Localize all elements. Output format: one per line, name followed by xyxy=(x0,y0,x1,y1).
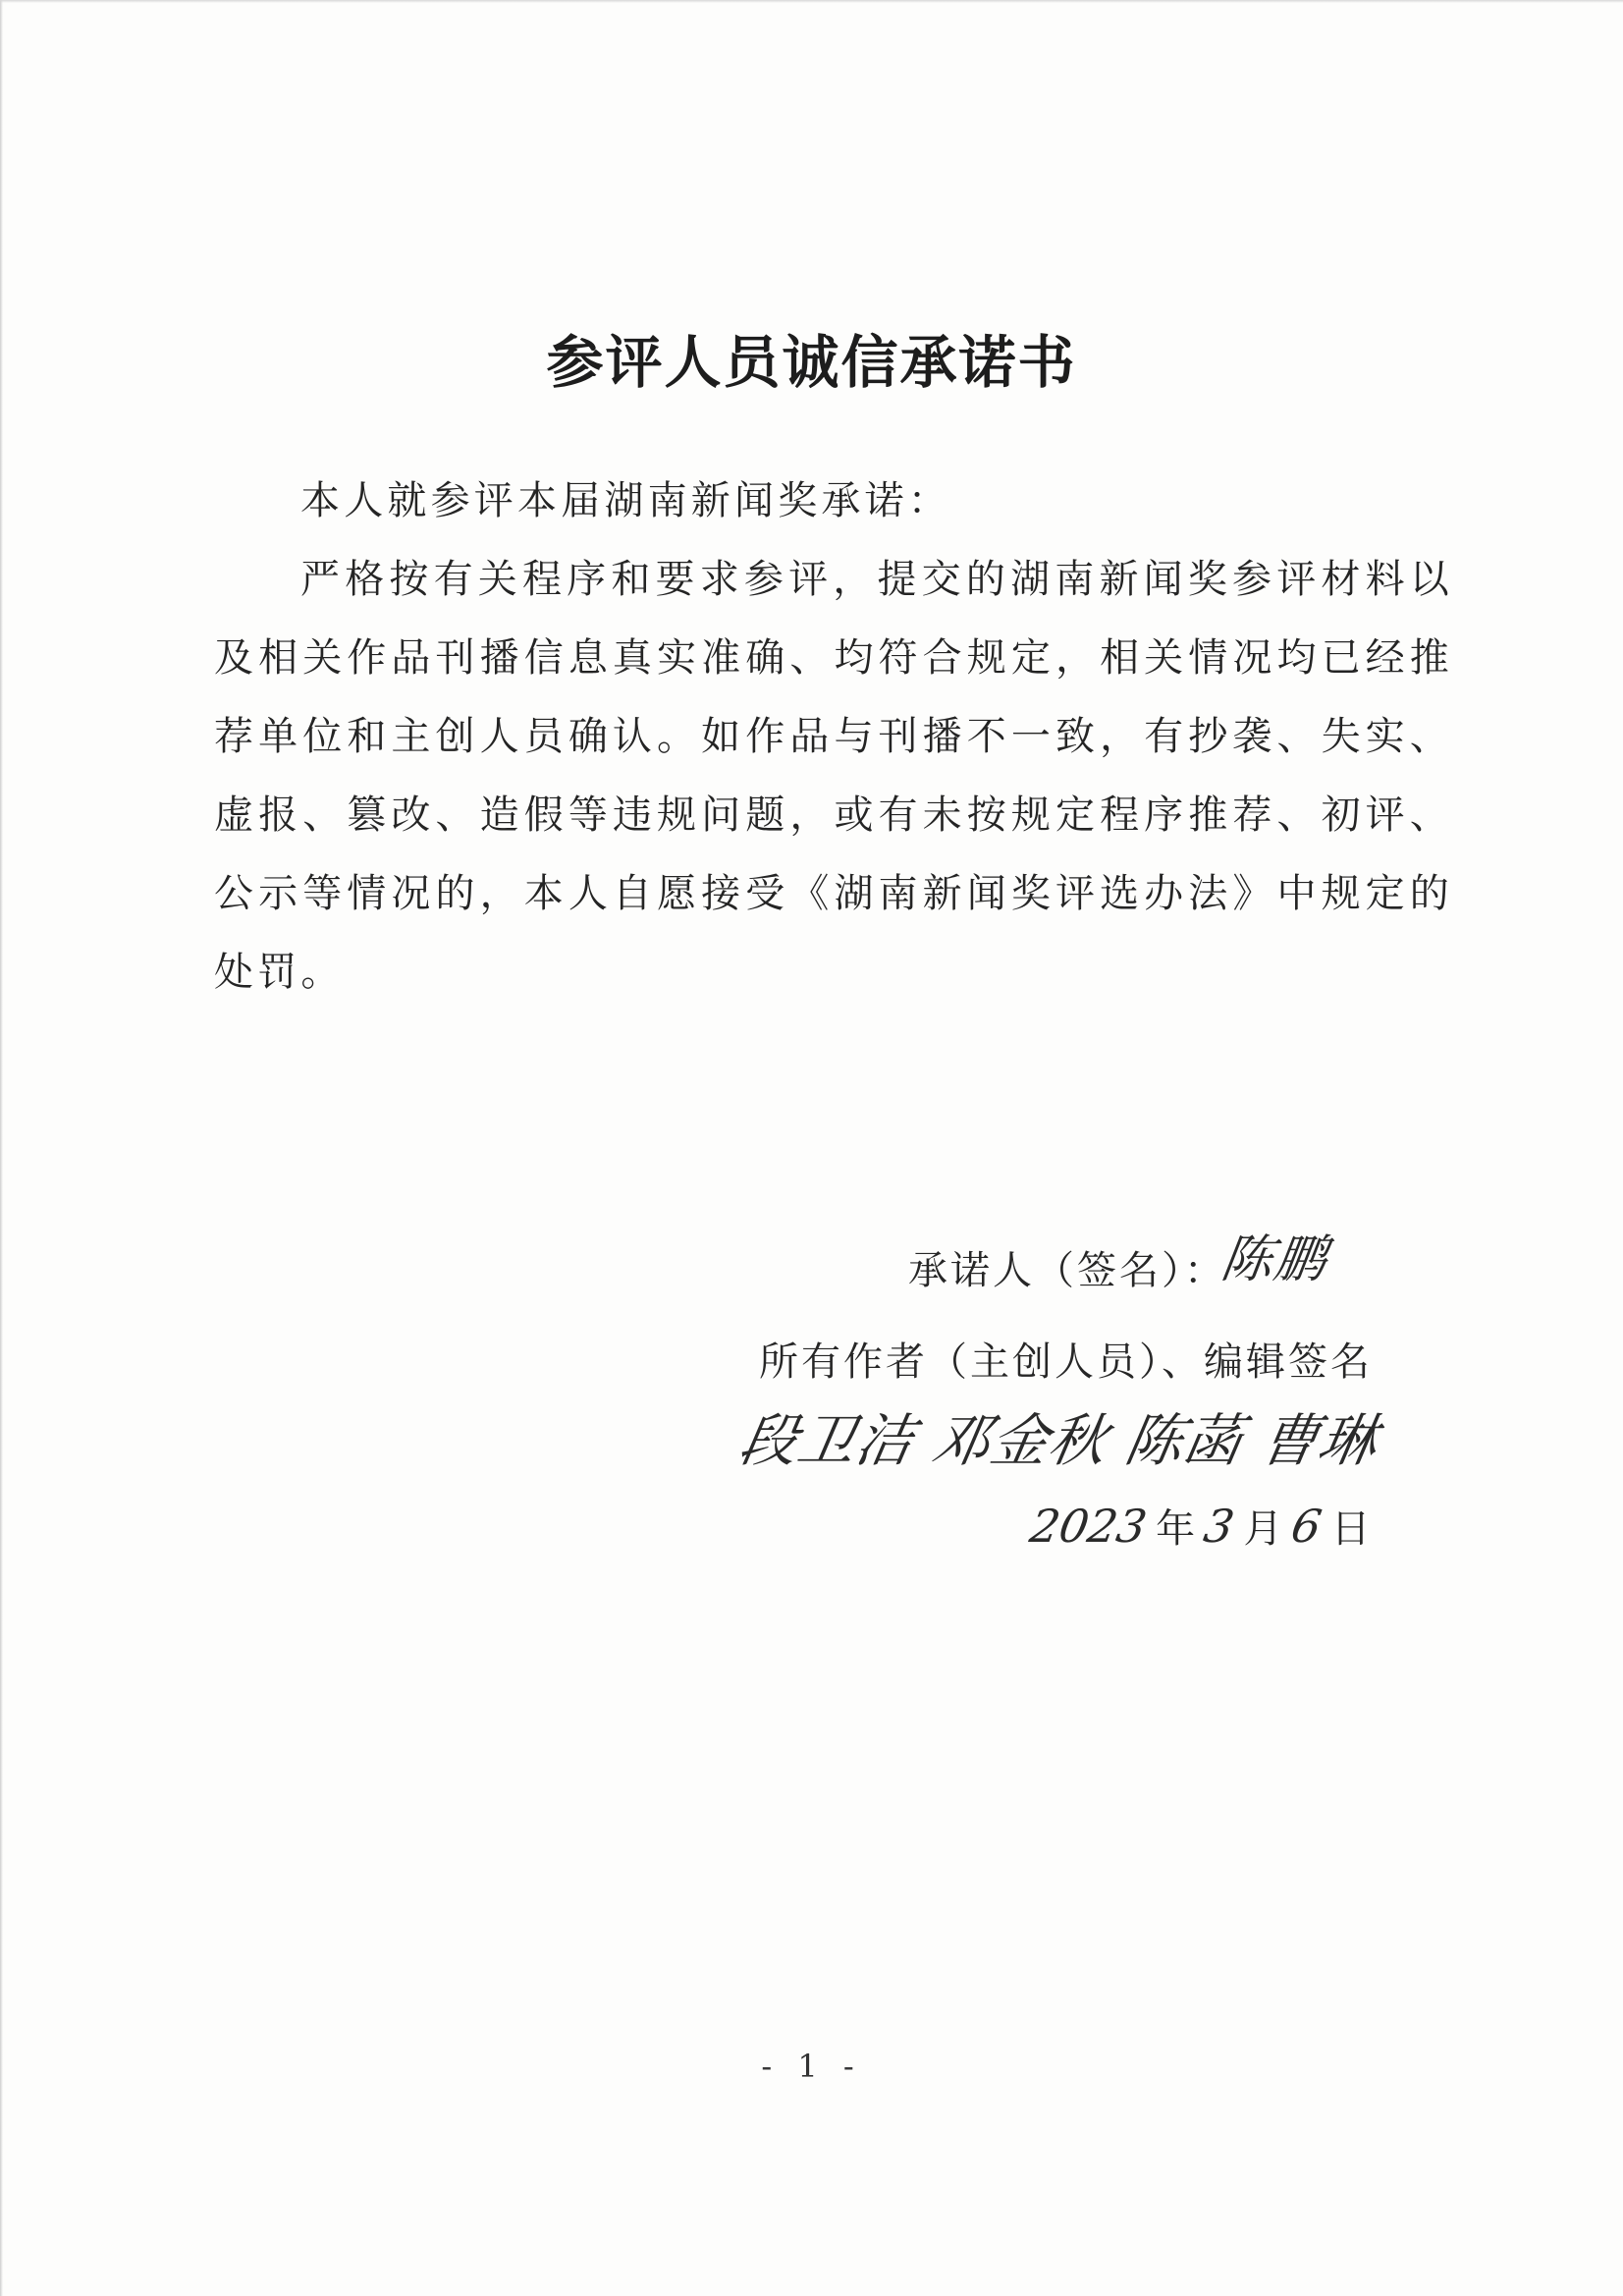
date-day: 6 xyxy=(1287,1500,1326,1553)
page-number: - 1 - xyxy=(761,2048,862,2085)
scan-edge xyxy=(0,0,1623,3)
pledger-handwritten-signature: 陈鹏 xyxy=(1217,1230,1332,1289)
document-title: 参评人员诚信承诺书 xyxy=(546,329,1077,396)
date-year: 2023 xyxy=(1026,1500,1151,1553)
signature-date xyxy=(1026,1498,1380,1554)
authors-signature-label: 所有作者（主创人员）、编辑签名 xyxy=(759,1339,1373,1385)
pledger-signature-label: 承诺人（签名）： xyxy=(908,1248,1226,1293)
date-year-suffix: 年 xyxy=(1156,1506,1196,1552)
authors-handwritten-signatures: 段卫洁 邓金秋 陈菡 曹琳 xyxy=(734,1407,1383,1474)
date-day-suffix: 日 xyxy=(1330,1506,1371,1552)
paragraph-pledge: 严格按有关程序和要求参评，提交的湖南新闻奖参评材料以及相关作品刊播信息真实准确、均符合规定，相关情况均已经推荐单位和主创人员确认。如作品与刊播不一致，有抄袭、失实、虚报、篡改、造假等违规问题，或有未按规定程序推荐、初评、公示等情况的，本人自愿接受《湖南新闻奖评选办法》中规定的处罚。 xyxy=(214,557,1453,995)
document-body xyxy=(214,462,1453,1011)
date-month-suffix: 月 xyxy=(1243,1506,1283,1552)
date-month: 3 xyxy=(1200,1500,1239,1553)
paragraph-intro: 本人就参评本届湖南新闻奖承诺： xyxy=(300,478,951,523)
